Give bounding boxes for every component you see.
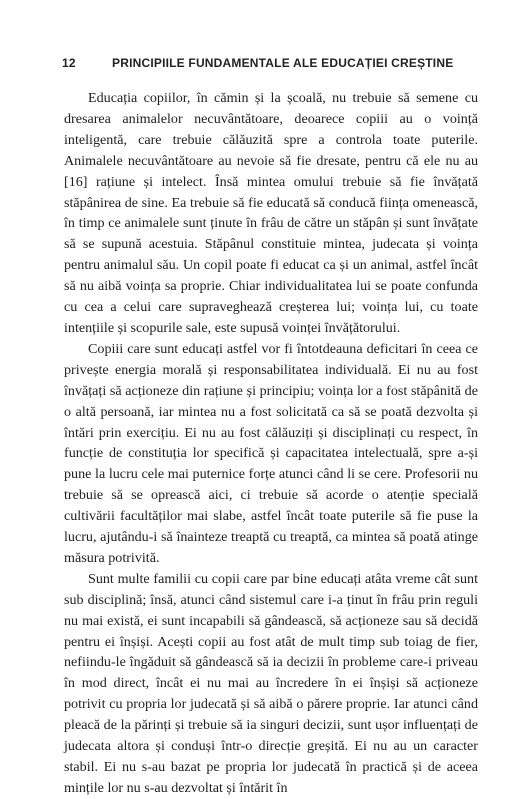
running-title: PRINCIPIILE FUNDAMENTALE ALE EDUCAȚIEI CREȘTINE (112, 56, 454, 70)
running-header (62, 56, 482, 72)
paragraph: Copiii care sunt educați astfel vor fi întotdeauna deficitari în ceea ce privește energia morală și responsabilitatea individuală. Ei nu au fost învățați să acționeze din rațiune și principiu; voința lor a fost stăpânită de o altă persoană, iar mintea nu a fost solicitată ca să se poată dezvolta și întări prin exercițiu. Ei nu au fost călăuziți și disciplinați cu respect, în funcție de constituția lor specifică și capacitatea intelectuală, spre a-și pune la lucru cele mai puternice forțe atunci când li se cere. Profesorii nu trebuie să se oprească aici, ci trebuie să acorde o atenție specială cultivării facultăților mai slabe, astfel încât toate puterile să fie puse la lucru, ajutându-i să înainteze treaptă cu treaptă, ca mintea să poată atinge măsura potrivită. (64, 340, 478, 566)
paragraph: Educația copiilor, în cămin și la școală, nu trebuie să semene cu dresarea animalelor necuvântătoare, deoarece copiii au o voință inteligentă, care trebuie călăuzită spre a controla toate puterile. Animalele necuvântătoare au nevoie să fie dresate, pentru că ele nu au [16] rațiune și intelect. Însă mintea omului trebuie să fie învățată stăpânirea de sine. Ea trebuie să fie educată să conducă ființa omenească, în timp ce animalele sunt ținute în frâu de către un stăpân și sunt învățate să se supună acestuia. Stăpânul constituie mintea, judecata și voința pentru animalul său. Un copil poate fi educat ca și un animal, astfel încât să nu aibă voința sa proprie. Chiar individualitatea lui se poate confunda cu cea a celui care supraveghează creșterea lui; voința lui, cu toate intențiile și scopurile sale, este supusă voinței învățătorului. (64, 90, 478, 336)
paragraph: Sunt multe familii cu copii care par bine educați atâta vreme cât sunt sub disciplină; însă, atunci când sistemul care i-a ținut în frâu prin reguli nu mai există, ei sunt incapabili să gândească, să acționeze sau să decidă pentru ei înșiși. Acești copii au fost atât de mult timp sub toiag de fier, nefiindu-le îngăduit să gândească să ia decizii în probleme care-i priveau în mod direct, încât ei nu mai au încredere în ei înșiși să acționeze potrivit cu propria lor judecată și să aibă o părere proprie. Iar atunci când pleacă de la părinți și trebuie să ia singuri decizii, sunt ușor influențați de judecata altora și conduși într-o direcție greșită. Ei nu au un caracter stabil. Ei nu s-au bazat pe propria lor judecată în practică și de aceea mințile lor nu s-au dezvoltat și întărit în (64, 570, 478, 796)
page-number: 12 (62, 56, 76, 70)
body-text (64, 88, 478, 799)
